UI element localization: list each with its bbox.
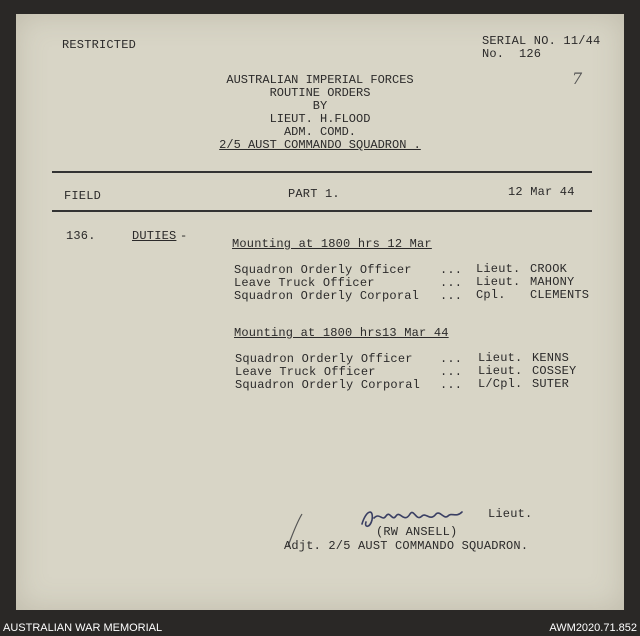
mounting-2-title: Mounting at 1800 hrs13 Mar 44 <box>234 326 449 340</box>
m2-rank-2: Lieut. <box>478 364 523 378</box>
m1-duty-1: Squadron Orderly Officer <box>234 263 412 277</box>
title-line-4: LIEUT. H.FLOOD <box>269 112 371 126</box>
order-dash: - <box>180 229 188 243</box>
m2-name-2: COSSEY <box>532 364 577 378</box>
m1-rank-1: Lieut. <box>476 262 521 276</box>
m1-duty-3: Squadron Orderly Corporal <box>234 289 420 303</box>
m2-duty-2: Leave Truck Officer <box>235 365 376 379</box>
m1-duty-2: Leave Truck Officer <box>234 276 375 290</box>
footer-bar <box>0 620 640 636</box>
signatory-rank: Lieut. <box>488 507 533 521</box>
title-line-6: 2/5 AUST COMMANDO SQUADRON . <box>219 138 421 152</box>
signatory-appointment: Adjt. 2/5 AUST COMMANDO SQUADRON. <box>284 539 529 553</box>
document-page <box>16 14 624 610</box>
m2-dots-1: ... <box>440 352 463 366</box>
serial-number: SERIAL NO. 11/44 <box>482 34 601 48</box>
signatory-name: (RW ANSELL) <box>376 525 458 539</box>
m2-duty-3: Squadron Orderly Corporal <box>235 378 421 392</box>
m2-name-1: KENNS <box>532 351 570 365</box>
m1-name-1: CROOK <box>530 262 568 276</box>
m1-dots-3: ... <box>440 289 463 303</box>
top-rule <box>52 171 592 173</box>
order-heading: DUTIES <box>132 229 177 243</box>
title-line-5: ADM. COMD. <box>283 125 356 139</box>
order-item-number: 136. <box>66 229 96 243</box>
m2-dots-2: ... <box>440 365 463 379</box>
footer-accession: AWM2020.71.852 <box>549 622 637 634</box>
title-line-3: BY <box>312 99 328 113</box>
m2-dots-3: ... <box>440 378 463 392</box>
mounting-1-title: Mounting at 1800 hrs 12 Mar <box>232 237 432 251</box>
m2-duty-1: Squadron Orderly Officer <box>235 352 413 366</box>
m1-name-3: CLEMENTS <box>530 288 590 302</box>
bottom-rule <box>52 210 592 212</box>
field-label: FIELD <box>64 189 102 203</box>
m2-name-3: SUTER <box>532 377 570 391</box>
order-number: No. 126 <box>482 47 542 61</box>
m2-rank-1: Lieut. <box>478 351 523 365</box>
title-line-1: AUSTRALIAN IMPERIAL FORCES <box>226 73 414 87</box>
m2-rank-3: L/Cpl. <box>478 377 523 391</box>
title-line-2: ROUTINE ORDERS <box>269 86 371 100</box>
restricted-label: RESTRICTED <box>62 38 137 52</box>
handwritten-mark: 7 <box>572 69 583 88</box>
footer-source: AUSTRALIAN WAR MEMORIAL <box>3 622 163 634</box>
m1-dots-2: ... <box>440 276 463 290</box>
date-label: 12 Mar 44 <box>508 185 575 199</box>
m1-dots-1: ... <box>440 263 463 277</box>
m1-name-2: MAHONY <box>530 275 575 289</box>
m1-rank-2: Lieut. <box>476 275 521 289</box>
m1-rank-3: Cpl. <box>476 288 506 302</box>
part-label: PART 1. <box>288 187 340 201</box>
